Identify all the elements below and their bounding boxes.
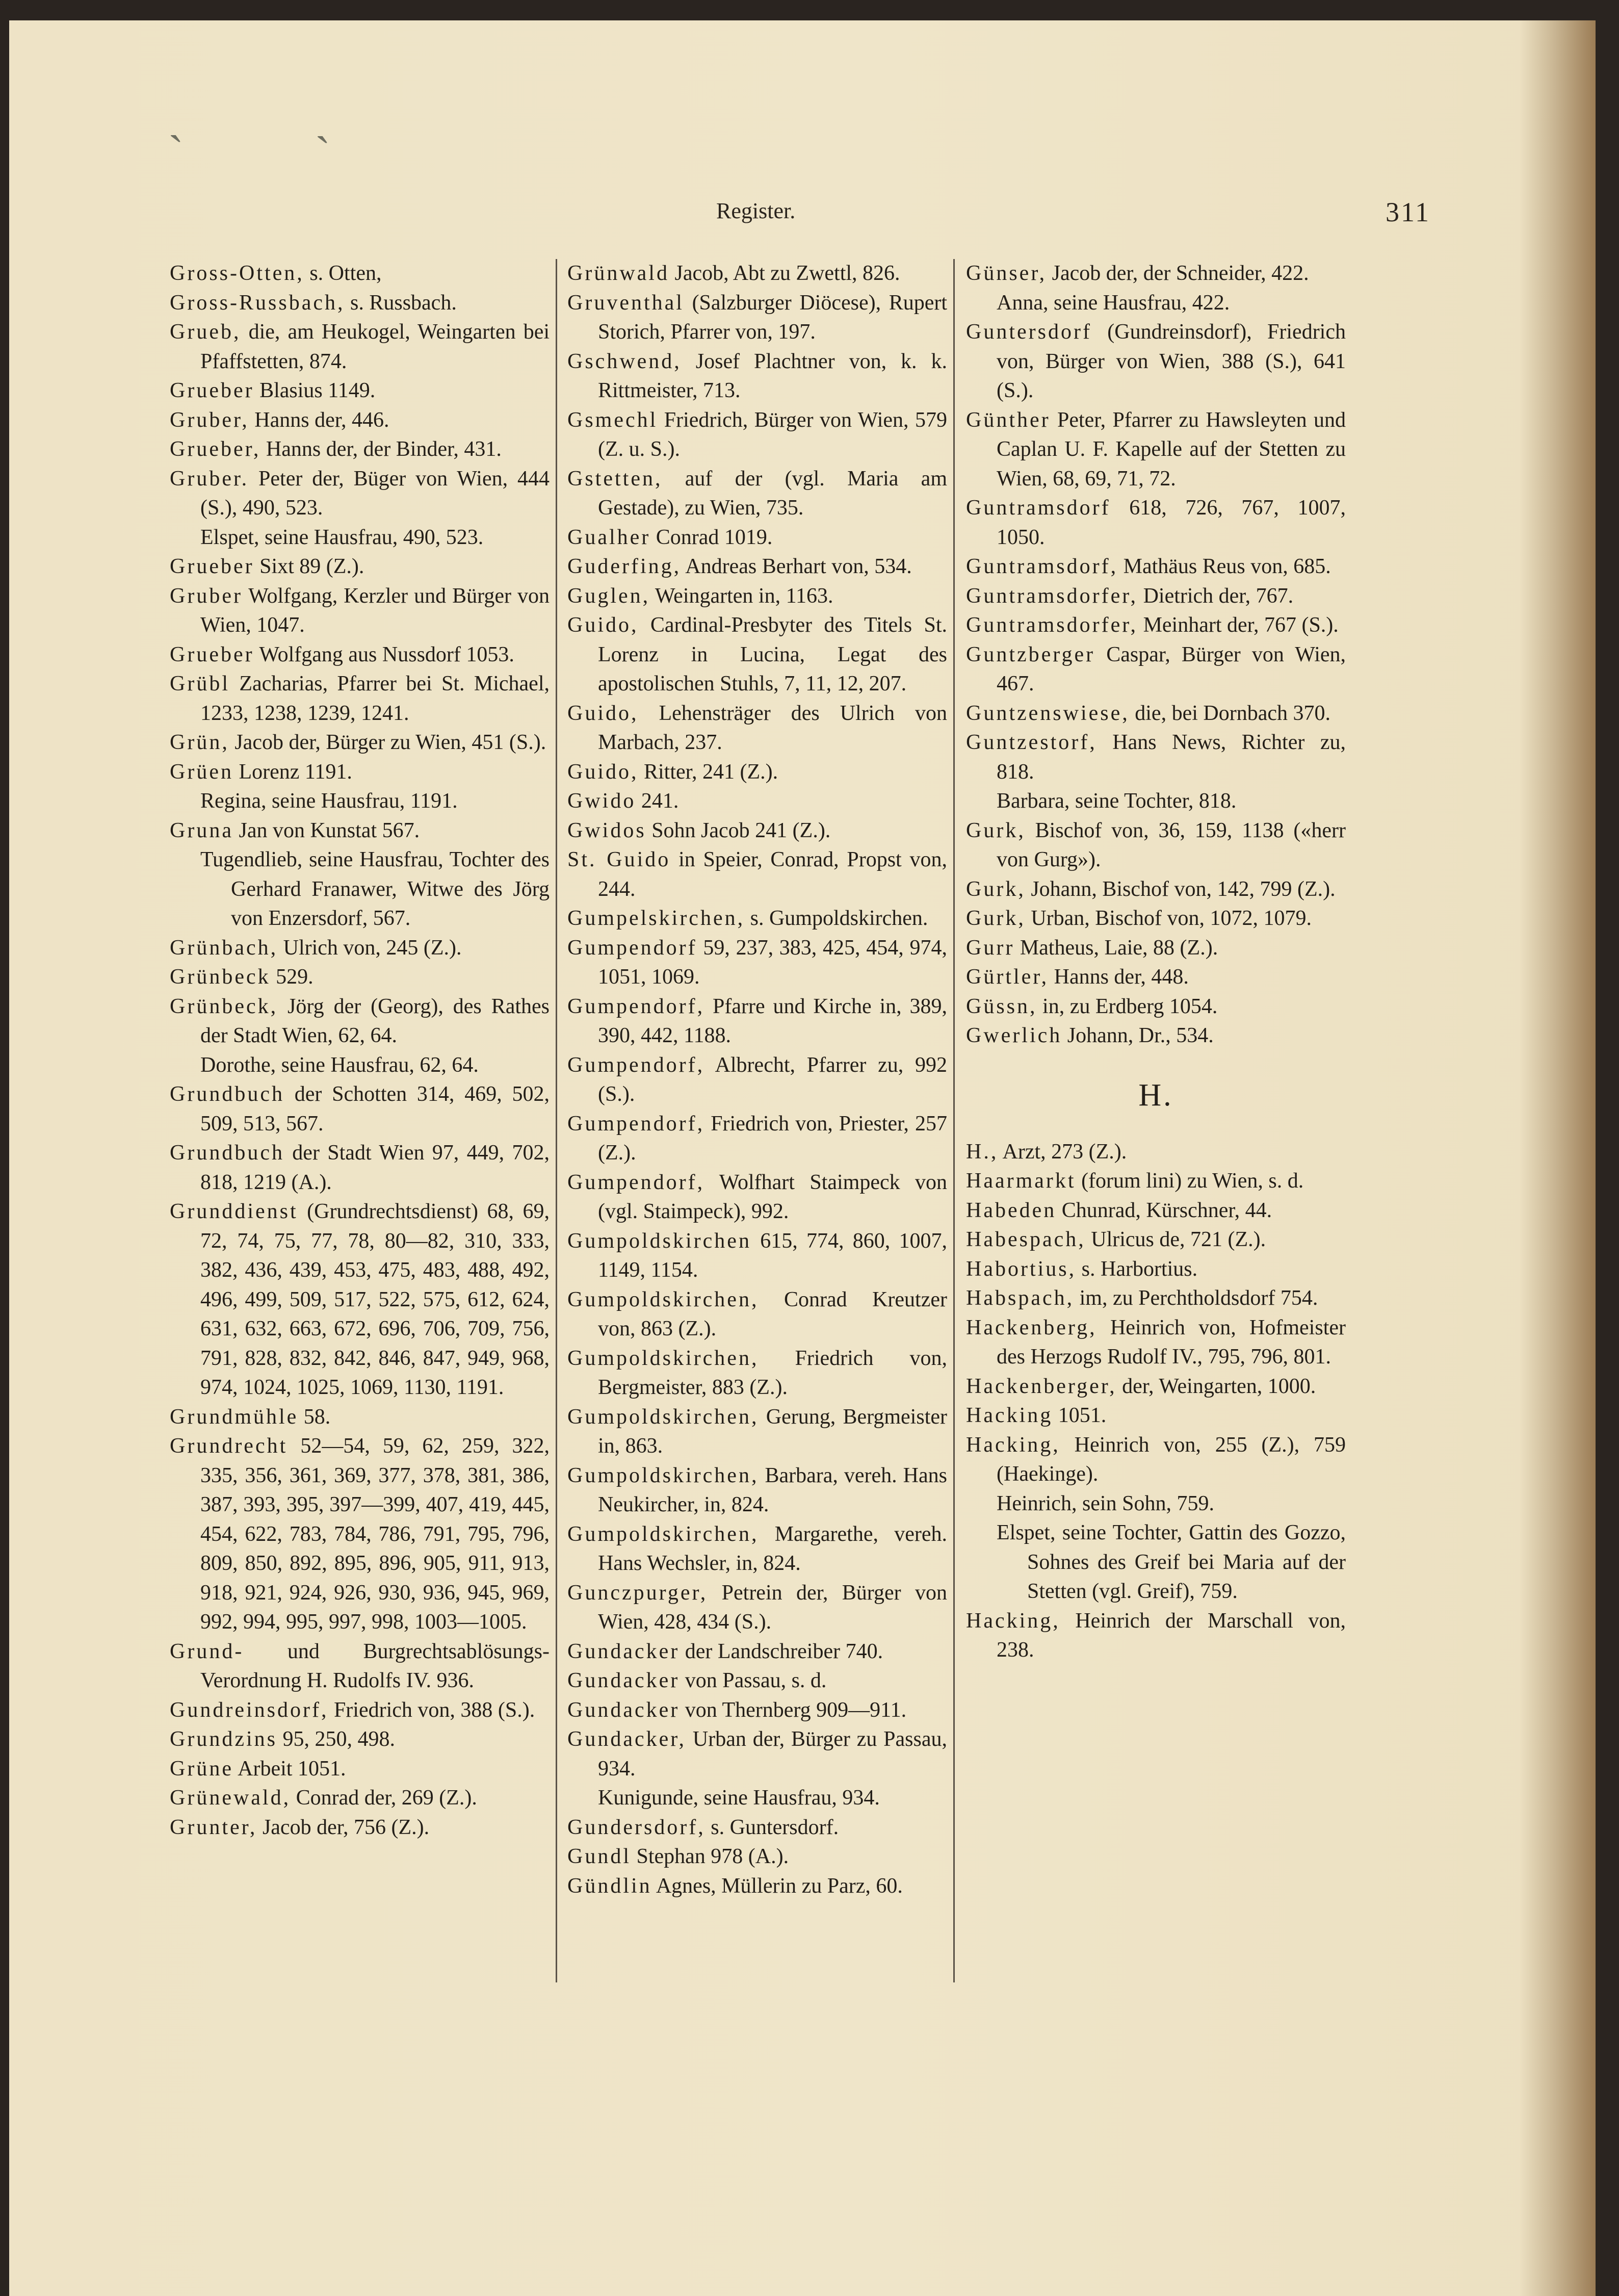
- index-entry: [567, 1842, 947, 1872]
- entry-text: Ritter, 241 (Z.).: [638, 760, 778, 784]
- entry-text: Regina, seine Hausfrau, 1191.: [200, 789, 458, 813]
- entry-headword: Guido,: [567, 701, 639, 725]
- entry-headword: Habespach,: [966, 1228, 1086, 1251]
- index-subentry: [170, 845, 550, 934]
- entry-text: Heinrich von, 255 (Z.), 759 (Haekinge).: [997, 1433, 1346, 1486]
- index-entry: [966, 1196, 1346, 1226]
- index-entry: [567, 758, 947, 787]
- index-entry: [966, 816, 1346, 875]
- entry-headword: Guntramsdorfer,: [966, 584, 1138, 608]
- index-entry: [567, 1696, 947, 1725]
- entry-headword: Grünwald: [567, 262, 669, 285]
- index-entry: [966, 552, 1346, 582]
- entry-text: Ulricus de, 721 (Z.).: [1085, 1228, 1266, 1251]
- entry-headword: Guntzberger: [966, 642, 1095, 666]
- index-entry: [567, 1344, 947, 1403]
- entry-headword: Gruber,: [170, 408, 249, 432]
- entry-text: in, zu Erdberg 1054.: [1037, 994, 1218, 1018]
- entry-text: der Schotten 314, 469, 502, 509, 513, 567.: [200, 1082, 550, 1136]
- index-column-3: [966, 259, 1346, 1665]
- entry-headword: Guntersdorf: [966, 320, 1092, 344]
- entry-text: Wolfhart Staimpeck von (vgl. Staimpeck), 992.: [598, 1170, 947, 1223]
- index-entry: [966, 992, 1346, 1022]
- entry-text: 529.: [270, 965, 314, 989]
- entry-headword: Gürtler,: [966, 965, 1049, 989]
- entry-text: Sixt 89 (Z.).: [254, 555, 364, 578]
- entry-headword: Guido,: [567, 760, 639, 784]
- entry-text: Hanns der, der Binder, 431.: [260, 437, 502, 461]
- entry-headword: Gundacker: [567, 1698, 680, 1722]
- index-entry: [170, 582, 550, 640]
- entry-headword: Grueber,: [170, 437, 261, 461]
- entry-text: Heinrich der Marschall von, 238.: [997, 1609, 1346, 1662]
- entry-text: Gerung, Bergmeister in, 863.: [598, 1405, 947, 1458]
- index-entry: [966, 494, 1346, 552]
- index-entry: [170, 992, 550, 1051]
- entry-headword: Grueber: [170, 555, 254, 578]
- entry-headword: Gruber: [170, 584, 243, 608]
- entry-text: von Thernberg 909—911.: [680, 1698, 907, 1722]
- entry-headword: Gumpoldskirchen,: [567, 1346, 759, 1370]
- entry-headword: Grünbach,: [170, 936, 278, 960]
- index-entry: [966, 963, 1346, 992]
- entry-headword: Gundreinsdorf,: [170, 1698, 329, 1722]
- entry-text: 615, 774, 860, 1007, 1149, 1154.: [598, 1229, 947, 1282]
- entry-text: Conrad 1019.: [650, 525, 773, 549]
- entry-text: Johann, Bischof von, 142, 799 (Z.).: [1025, 877, 1336, 901]
- entry-text: (Gundreinsdorf), Friedrich von, Bürger von Wien, 388 (S.), 641 (S.).: [997, 320, 1346, 402]
- index-entry: [567, 1872, 947, 1901]
- entry-text: Dorothe, seine Hausfrau, 62, 64.: [200, 1053, 479, 1077]
- entry-headword: Gruna: [170, 818, 233, 842]
- index-entry: [966, 1372, 1346, 1402]
- entry-headword: Gumpendorf,: [567, 1112, 705, 1136]
- index-entry: [567, 582, 947, 611]
- entry-text: Heinrich von, Hofmeister des Herzogs Rudolf IV., 795, 796, 801.: [997, 1315, 1346, 1369]
- index-subentry: [170, 787, 550, 816]
- entry-text: Johann, Dr., 534.: [1062, 1024, 1214, 1047]
- index-entry: [966, 1284, 1346, 1313]
- index-entry: [170, 552, 550, 582]
- entry-text: Cardinal-Presbyter des Titels St. Lorenz in Lucina, Legat des apostolischen Stuhls, 7, 11, 12, 207.: [598, 613, 947, 695]
- index-entry: [567, 787, 947, 816]
- entry-text: Jan von Kunstat 567.: [233, 818, 420, 842]
- entry-text: Arzt, 273 (Z.).: [998, 1140, 1127, 1164]
- entry-headword: Grundbuch: [170, 1141, 284, 1165]
- index-entry: [567, 465, 947, 523]
- page-edge: [1519, 20, 1596, 2296]
- entry-text: Albrecht, Pfarrer zu, 992 (S.).: [598, 1053, 947, 1106]
- entry-text: Peter der, Büger von Wien, 444 (S.), 490, 523.: [200, 467, 550, 520]
- entry-text: 52—54, 59, 62, 259, 322, 335, 356, 361, 369, 377, 378, 381, 386, 387, 393, 395, 397—399, 407, 419, 445, 454, 622, 783, 784, 786, 791, 795, 796, 809, 850, 892, 895, 896, 905, 911, 913, 918, 921, 924, 926, 930, 936, 945, 969, 992, 994, 995, 997, 998, 1003—1005.: [200, 1434, 550, 1634]
- index-entry: [567, 1666, 947, 1696]
- entry-headword: Grunddienst: [170, 1200, 298, 1223]
- entry-text: 59, 237, 383, 425, 454, 974, 1051, 1069.: [598, 936, 947, 989]
- entry-headword: Grundmühle: [170, 1405, 299, 1429]
- entry-headword: Gumpoldskirchen,: [567, 1522, 759, 1546]
- entry-headword: Grünbeck,: [170, 994, 278, 1018]
- entry-text: auf der (vgl. Maria am Gestade), zu Wien, 735.: [598, 467, 947, 520]
- entry-text: s. Harbortius.: [1076, 1257, 1198, 1281]
- index-entry: [966, 1607, 1346, 1665]
- entry-text: Barbara, seine Tochter, 818.: [997, 789, 1237, 813]
- index-entry: [966, 1167, 1346, 1196]
- index-entry: [170, 1432, 550, 1637]
- index-subentry: [170, 523, 550, 553]
- index-entry: [170, 259, 550, 289]
- index-entry: [170, 816, 550, 846]
- index-entry: [966, 582, 1346, 611]
- index-entry: [567, 552, 947, 582]
- entry-text: s. Otten,: [304, 262, 382, 285]
- entry-headword: Grueb,: [170, 320, 241, 344]
- page-header: Register.: [716, 198, 796, 223]
- entry-text: Weingarten in, 1163.: [650, 584, 833, 608]
- index-entry: [966, 699, 1346, 729]
- entry-text: (forum lini) zu Wien, s. d.: [1076, 1169, 1304, 1193]
- entry-text: Friedrich von, 388 (S.).: [328, 1698, 535, 1722]
- entry-text: Lorenz 1191.: [233, 760, 352, 784]
- index-entry: [567, 699, 947, 758]
- entry-text: Sohn Jacob 241 (Z.).: [646, 818, 831, 842]
- entry-text: s. Gumpoldskirchen.: [745, 907, 928, 930]
- entry-headword: Grünewald,: [170, 1786, 291, 1810]
- entry-headword: Gumpendorf,: [567, 1053, 705, 1077]
- index-entry: [567, 904, 947, 934]
- entry-text: Dietrich der, 767.: [1138, 584, 1294, 608]
- entry-text: Peter, Pfarrer zu Hawsleyten und Caplan U. F. Kapelle auf der Stetten zu Wien, 68, 69, 71, 72.: [997, 408, 1346, 491]
- index-entry: [966, 1431, 1346, 1489]
- entry-headword: H.,: [966, 1140, 999, 1164]
- index-entry: [170, 465, 550, 523]
- entry-headword: Gumpoldskirchen,: [567, 1405, 759, 1429]
- index-entry: [170, 728, 550, 758]
- index-entry: [966, 1021, 1346, 1051]
- index-subentry: [966, 1489, 1346, 1519]
- entry-headword: Gurk,: [966, 877, 1026, 901]
- index-entry: [170, 1637, 550, 1696]
- entry-text: die, bei Dornbach 370.: [1129, 701, 1330, 725]
- entry-headword: Grund-: [170, 1639, 244, 1663]
- entry-text: 241.: [636, 789, 679, 813]
- entry-headword: Gross-Russbach,: [170, 291, 345, 315]
- index-entry: [170, 1813, 550, 1843]
- entry-text: und Burgrechtsablösungs-Verordnung H. Rudolfs IV. 936.: [200, 1639, 550, 1692]
- entry-text: 95, 250, 498.: [277, 1727, 395, 1751]
- index-entry: [567, 816, 947, 846]
- entry-text: Heinrich, sein Sohn, 759.: [997, 1491, 1214, 1515]
- entry-headword: Grünbeck: [170, 965, 271, 989]
- entry-text: Mathäus Reus von, 685.: [1118, 555, 1331, 578]
- index-entry: [170, 1755, 550, 1784]
- index-entry: [170, 406, 550, 435]
- index-entry: [567, 1110, 947, 1168]
- index-entry: [567, 289, 947, 347]
- index-entry: [567, 1168, 947, 1227]
- entry-text: Friedrich von, Priester, 257 (Z.).: [598, 1112, 947, 1165]
- pencil-mark: ˏ: [315, 93, 330, 143]
- entry-headword: Gumpendorf: [567, 936, 697, 960]
- index-entry: [170, 1784, 550, 1813]
- entry-headword: Gruber.: [170, 467, 249, 491]
- entry-text: der, Weingarten, 1000.: [1116, 1374, 1316, 1398]
- pencil-mark: ˏ: [168, 92, 184, 142]
- index-entry: [567, 347, 947, 406]
- entry-headword: Gurr: [966, 936, 1015, 960]
- entry-text: im, zu Perchtholdsdorf 754.: [1074, 1286, 1318, 1310]
- entry-text: Jörg der (Georg), des Rathes der Stadt Wien, 62, 64.: [200, 994, 550, 1047]
- entry-headword: Gwidos: [567, 818, 646, 842]
- entry-text: Hans News, Richter zu, 818.: [997, 731, 1346, 784]
- index-entry: [170, 289, 550, 318]
- index-entry: [567, 1725, 947, 1784]
- index-entry: [567, 1579, 947, 1637]
- entry-text: Ulrich von, 245 (Z.).: [278, 936, 462, 960]
- index-entry: [170, 1080, 550, 1139]
- column-rule: [953, 259, 955, 1982]
- entry-headword: Guglen,: [567, 584, 650, 608]
- index-entry: [966, 1138, 1346, 1167]
- index-entry: [567, 934, 947, 992]
- entry-headword: Grün,: [170, 731, 229, 754]
- index-entry: [966, 640, 1346, 699]
- index-entry: [966, 611, 1346, 640]
- entry-text: der Stadt Wien 97, 449, 702, 818, 1219 (A.).: [200, 1141, 550, 1194]
- entry-headword: Grundzins: [170, 1727, 277, 1751]
- entry-headword: Guntzenswiese,: [966, 701, 1130, 725]
- index-entry: [966, 1401, 1346, 1431]
- index-entry: [966, 875, 1346, 905]
- entry-text: s. Russbach.: [345, 291, 457, 315]
- entry-text: Wolfgang aus Nussdorf 1053.: [254, 642, 514, 666]
- entry-text: s. Guntersdorf.: [705, 1815, 839, 1839]
- entry-text: der Landschreiber 740.: [680, 1639, 883, 1663]
- entry-headword: Guderfing,: [567, 555, 682, 578]
- entry-headword: Guntramsdorf: [966, 496, 1111, 520]
- index-entry: [966, 259, 1346, 289]
- index-entry: [170, 435, 550, 465]
- entry-headword: Günser,: [966, 262, 1047, 285]
- entry-text: Zacharias, Pfarrer bei St. Michael, 1233, 1238, 1239, 1241.: [200, 672, 550, 725]
- index-entry: [170, 758, 550, 787]
- entry-headword: Grundbuch: [170, 1082, 284, 1106]
- index-entry: [567, 1227, 947, 1285]
- entry-headword: Gwerlich: [966, 1024, 1062, 1047]
- entry-headword: Grueber: [170, 642, 254, 666]
- entry-text: Anna, seine Hausfrau, 422.: [997, 291, 1230, 315]
- index-subentry: [567, 1784, 947, 1813]
- entry-text: Hanns der, 446.: [249, 408, 389, 432]
- index-entry: [567, 992, 947, 1051]
- index-subentry: [966, 787, 1346, 816]
- entry-text: 618, 726, 767, 1007, 1050.: [997, 496, 1346, 549]
- entry-text: Jacob, Abt zu Zwettl, 826.: [669, 262, 900, 285]
- entry-text: Friedrich, Bürger von Wien, 579 (Z. u. S.).: [598, 408, 947, 461]
- index-entry: [966, 728, 1346, 787]
- entry-text: Caspar, Bürger von Wien, 467.: [997, 642, 1346, 695]
- entry-headword: Gündlin: [567, 1874, 652, 1898]
- entry-text: Agnes, Müllerin zu Parz, 60.: [651, 1874, 903, 1898]
- entry-text: Urban, Bischof von, 1072, 1079.: [1025, 907, 1312, 930]
- entry-text: Pfarre und Kirche in, 389, 390, 442, 1188.: [598, 994, 947, 1047]
- entry-text: Chunrad, Kürschner, 44.: [1056, 1198, 1272, 1222]
- index-column-1: [170, 259, 550, 1842]
- entry-headword: Gundersdorf,: [567, 1815, 706, 1839]
- index-subentry: [966, 1518, 1346, 1607]
- entry-headword: Guntzestorf,: [966, 731, 1097, 754]
- entry-text: Arbeit 1051.: [233, 1757, 346, 1781]
- index-entry: [567, 1285, 947, 1344]
- entry-headword: Grüne: [170, 1757, 233, 1781]
- entry-headword: Grunter,: [170, 1815, 257, 1839]
- entry-text: Bischof von, 36, 159, 1138 («herr von Gurg»).: [997, 818, 1346, 871]
- index-subentry: [966, 289, 1346, 318]
- index-entry: [567, 523, 947, 553]
- index-entry: [170, 1696, 550, 1725]
- index-entry: [170, 669, 550, 728]
- index-entry: [567, 1520, 947, 1579]
- entry-headword: Gurk,: [966, 907, 1026, 930]
- entry-text: Friedrich von, Bergmeister, 883 (Z.).: [598, 1346, 947, 1399]
- entry-headword: Guntramsdorf,: [966, 555, 1118, 578]
- entry-headword: Gualher: [567, 525, 651, 549]
- index-entry: [966, 1225, 1346, 1255]
- entry-text: Matheus, Laie, 88 (Z.).: [1014, 936, 1218, 960]
- entry-text: Stephan 978 (A.).: [631, 1845, 789, 1868]
- entry-text: Elspet, seine Tochter, Gattin des Gozzo, Sohnes des Greif bei Maria auf der Stetten (vgl. Greif), 759.: [997, 1521, 1346, 1603]
- index-entry: [170, 934, 550, 963]
- entry-headword: Hackenberger,: [966, 1374, 1117, 1398]
- index-subentry: [170, 1051, 550, 1080]
- entry-text: in Speier, Conrad, Propst von, 244.: [598, 848, 947, 901]
- entry-headword: Gunczpurger,: [567, 1581, 708, 1605]
- index-entry: [966, 1313, 1346, 1372]
- entry-headword: Gsmechl: [567, 408, 658, 432]
- entry-headword: Grübl: [170, 672, 230, 695]
- page-number: 311: [1386, 197, 1430, 227]
- entry-text: Urban der, Bürger zu Passau, 934.: [598, 1727, 947, 1781]
- index-entry: [567, 1461, 947, 1520]
- entry-headword: Guido,: [567, 613, 639, 637]
- entry-headword: St. Guido: [567, 848, 671, 871]
- index-entry: [567, 1813, 947, 1843]
- entry-headword: Hacking: [966, 1404, 1053, 1427]
- entry-headword: Gumpoldskirchen: [567, 1229, 751, 1253]
- entry-text: Jacob der, der Schneider, 422.: [1047, 262, 1309, 285]
- entry-text: 1051.: [1053, 1404, 1107, 1427]
- entry-text: (Grundrechtsdienst) 68, 69, 72, 74, 75, 77, 78, 80—82, 310, 333, 382, 436, 439, 453, 475, 483, 488, 492, 496, 499, 509, 517, 522, 575, 612, 624, 631, 632, 663, 672, 696, 706, 709, 756, 791, 828, 832, 842, 846, 847, 949, 968, 974, 1024, 1025, 1069, 1130, 1191.: [200, 1200, 550, 1399]
- entry-text: Petrein der, Bürger von Wien, 428, 434 (S.).: [598, 1581, 947, 1634]
- index-entry: [170, 318, 550, 376]
- section-letter: H.: [1138, 1077, 1173, 1113]
- index-entry: [567, 1403, 947, 1461]
- entry-text: die, am Heukogel, Weingarten bei Pfaffstetten, 874.: [200, 320, 550, 373]
- entry-headword: Grundrecht: [170, 1434, 288, 1458]
- entry-text: Andreas Berhart von, 534.: [681, 555, 912, 578]
- index-entry: [567, 845, 947, 904]
- entry-headword: Gruventhal: [567, 291, 684, 315]
- entry-text: Jacob der, Bürger zu Wien, 451 (S.).: [229, 731, 546, 754]
- entry-text: Kunigunde, seine Hausfrau, 934.: [598, 1786, 880, 1810]
- index-entry: [966, 318, 1346, 406]
- entry-text: Josef Plachtner von, k. k. Rittmeister, 713.: [598, 349, 947, 402]
- index-entry: [170, 640, 550, 670]
- entry-headword: Hacking,: [966, 1433, 1060, 1457]
- entry-text: von Passau, s. d.: [680, 1669, 827, 1692]
- entry-headword: Haarmarkt: [966, 1169, 1076, 1193]
- entry-headword: Habeden: [966, 1198, 1057, 1222]
- entry-text: Blasius 1149.: [254, 379, 376, 402]
- entry-text: Elspet, seine Hausfrau, 490, 523.: [200, 525, 484, 549]
- entry-headword: Grüen: [170, 760, 233, 784]
- entry-headword: Gundacker: [567, 1669, 680, 1692]
- index-entry: [170, 1139, 550, 1197]
- entry-headword: Gwido: [567, 789, 636, 813]
- index-entry: [966, 904, 1346, 934]
- entry-headword: Habspach,: [966, 1286, 1075, 1310]
- index-entry: [170, 1197, 550, 1403]
- index-entry: [567, 259, 947, 289]
- entry-headword: Gundl: [567, 1845, 631, 1868]
- index-column-2: [567, 259, 947, 1901]
- index-entry: [567, 406, 947, 465]
- index-entry: [170, 1403, 550, 1432]
- column-rule: [556, 259, 557, 1982]
- entry-headword: Gundacker: [567, 1639, 680, 1663]
- index-entry: [966, 1255, 1346, 1284]
- entry-headword: Gschwend,: [567, 349, 682, 373]
- index-entry: [567, 611, 947, 699]
- entry-text: Conrad der, 269 (Z.).: [291, 1786, 477, 1810]
- entry-text: Lehensträger des Ulrich von Marbach, 237.: [598, 701, 947, 754]
- entry-text: Hanns der, 448.: [1049, 965, 1189, 989]
- entry-text: 58.: [298, 1405, 331, 1429]
- entry-headword: Grueber: [170, 379, 254, 402]
- entry-text: Meinhart der, 767 (S.).: [1138, 613, 1339, 637]
- entry-text: Wolfgang, Kerzler und Bürger von Wien, 1047.: [200, 584, 550, 637]
- entry-text: (Salzburger Diöcese), Rupert Storich, Pfarrer von, 197.: [598, 291, 947, 344]
- entry-headword: Hacking,: [966, 1609, 1060, 1633]
- entry-text: Conrad Kreutzer von, 863 (Z.).: [598, 1287, 947, 1340]
- entry-text: Jacob der, 756 (Z.).: [257, 1815, 430, 1839]
- entry-headword: Gumpoldskirchen,: [567, 1287, 759, 1311]
- index-entry: [567, 1051, 947, 1110]
- index-entry: [966, 406, 1346, 494]
- entry-headword: Gumpoldskirchen,: [567, 1463, 759, 1487]
- index-entry: [170, 963, 550, 992]
- entry-headword: Güssn,: [966, 994, 1037, 1018]
- entry-headword: Guntramsdorfer,: [966, 613, 1138, 637]
- entry-headword: Gundacker,: [567, 1727, 687, 1751]
- entry-text: Tugendlieb, seine Hausfrau, Tochter des Gerhard Franawer, Witwe des Jörg von Enzersdorf, 567.: [200, 848, 550, 930]
- entry-headword: Hackenberg,: [966, 1315, 1097, 1339]
- entry-headword: Günther: [966, 408, 1051, 432]
- index-entry: [966, 934, 1346, 963]
- entry-headword: Gurk,: [966, 818, 1026, 842]
- entry-headword: Gumpelskirchen,: [567, 907, 745, 930]
- entry-headword: Habortius,: [966, 1257, 1077, 1281]
- entry-text: Barbara, vereh. Hans Neukircher, in, 824.: [598, 1463, 947, 1516]
- entry-headword: Gumpendorf,: [567, 1170, 705, 1194]
- entry-headword: Gross-Otten,: [170, 262, 304, 285]
- index-entry: [170, 1725, 550, 1755]
- index-entry: [567, 1637, 947, 1667]
- entry-text: Margarethe, vereh. Hans Wechsler, in, 824.: [598, 1522, 947, 1575]
- entry-headword: Gstetten,: [567, 467, 663, 491]
- index-entry: [170, 376, 550, 406]
- entry-headword: Gumpendorf,: [567, 994, 705, 1018]
